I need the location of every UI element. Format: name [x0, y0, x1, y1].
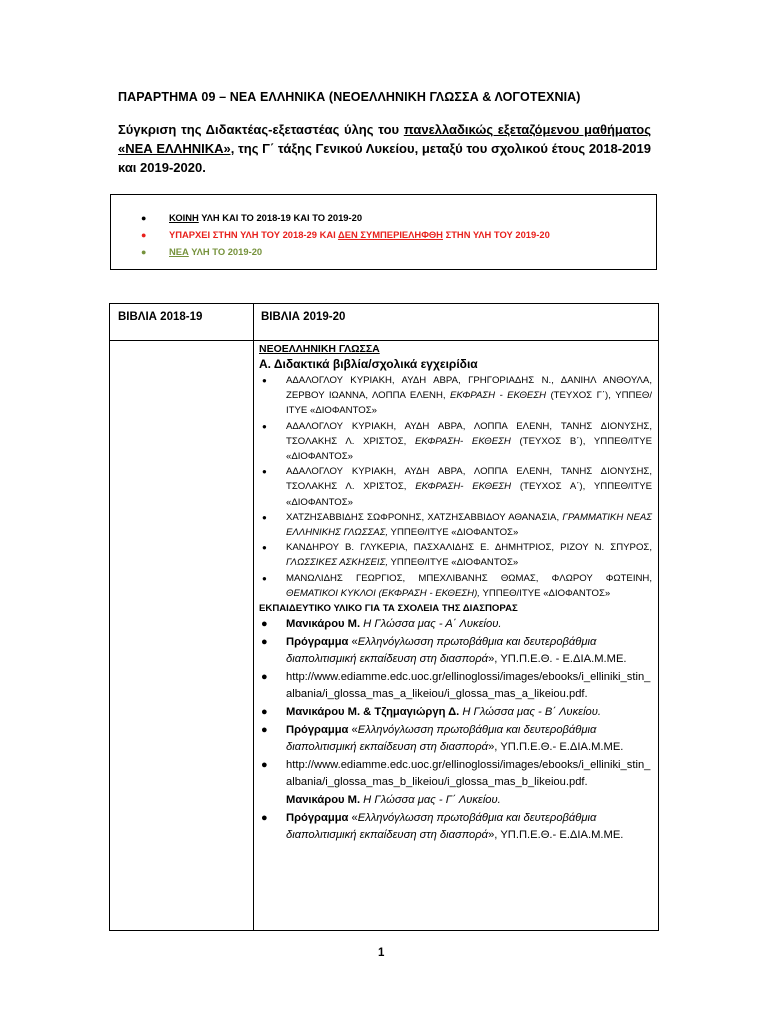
- legend-item-new: [141, 243, 550, 260]
- bullet-icon: ●: [262, 421, 267, 431]
- cell-books-2019-20: [259, 342, 652, 845]
- diaspora-item: ● Μανικάρου Μ. Η Γλώσσα μας - Α΄ Λυκείου.: [259, 616, 652, 634]
- bullet-icon: ●: [262, 376, 267, 385]
- bullet-icon: ●: [261, 670, 268, 683]
- page-heading: ΠΑΡΑΡΤΗΜΑ 09 – ΝΕΑ ΕΛΛΗΝΙΚΑ (ΝΕΟΕΛΛΗΝΙΚΗ ΓΛΩΣΣΑ & ΛΟΓΟΤΕΧΝΙΑ): [118, 90, 581, 104]
- legend-list: [141, 209, 550, 260]
- bullet-icon: ●: [141, 247, 147, 257]
- diaspora-item: ● Μανικάρου Μ. & Τζημαγιώργη Δ. Η Γλώσσα μας - Β΄ Λυκείου.: [259, 704, 652, 722]
- book-item: ● ΑΔΑΛΟΓΛΟΥ ΚΥΡΙΑΚΗ, ΑΥΔΗ ΑΒΡΑ, ΓΡΗΓΟΡΙΑΔΗΣ Ν., ΔΑΝΙΗΛ ΑΝΘΟΥΛΑ, ΖΕΡΒΟΥ ΙΩΑΝΝΑ, ΛΟΠΠΑ ΕΛΕΝΗ, ΕΚΦΡΑΣΗ - ΕΚΘΕΣΗ (ΤΕΥΧΟΣ Γ΄), ΥΠΠΕΘ/ΙΤΥΕ «ΔΙΟΦΑΝΤΟΣ»: [262, 375, 652, 417]
- legend-new-text: ΥΛΗ ΤΟ 2019-20: [188, 246, 263, 257]
- bullet-icon: ●: [261, 723, 268, 736]
- book-item: ● ΑΔΑΛΟΓΛΟΥ ΚΥΡΙΑΚΗ, ΑΥΔΗ ΑΒΡΑ, ΛΟΠΠΑ ΕΛΕΝΗ, ΤΑΝΗΣ ΔΙΟΝΥΣΗΣ, ΤΣΟΛΑΚΗΣ Λ. ΧΡΙΣΤΟΣ, ΕΚΦΡΑΣΗ- ΕΚΘΕΣΗ (ΤΕΥΧΟΣ Β΄), ΥΠΠΕΘ/ΙΤΥΕ «ΔΙΟΦΑΝΤΟΣ»: [262, 420, 653, 463]
- page-number: 1: [378, 947, 385, 959]
- bullet-icon: ●: [262, 543, 267, 553]
- diaspora-item: ● Πρόγραμμα «Ελληνόγλωσση πρωτοβάθμια και δευτεροβάθμια διαπολιτισμική εκπαίδευση στη διασπορά», ΥΠ.Π.Ε.Θ.- Ε.ΔΙΑ.Μ.ΜΕ.: [261, 811, 624, 842]
- diaspora-item: Μανικάρου Μ. Η Γλώσσα μας - Γ΄ Λυκείου.: [286, 793, 501, 806]
- diaspora-link-item[interactable]: [259, 669, 652, 704]
- book-item: ● ΜΑΝΩΛΙΔΗΣ ΓΕΩΡΓΙΟΣ, ΜΠΕΧΛΙΒΑΝΗΣ ΘΩΜΑΣ, ΦΛΩΡΟΥ ΦΩΤΕΙΝΗ, ΘΕΜΑΤΙΚΟΙ ΚΥΚΛΟΙ (ΕΚΦΡΑΣΗ - ΕΚΘΕΣΗ), ΥΠΠΕΘ/ΙΤΥΕ «ΔΙΟΦΑΝΤΟΣ»: [262, 572, 652, 599]
- intro-text: Σύγκριση της Διδακτέας-εξεταστέας ύλης του: [118, 122, 404, 137]
- bullet-icon: ●: [261, 758, 268, 771]
- intro-underlined: πανελλαδικώς εξεταζόμενου μαθήματος «ΝΕΑ ΕΛΛΗΝΙΚΑ»,: [118, 122, 651, 156]
- legend-new-keyword: ΝΕΑ: [169, 246, 189, 257]
- intro-text-end: της Γ΄ τάξης Γενικού Λυκείου, μεταξύ του σχολικού έτους 2018-2019 και 2019-2020.: [118, 141, 651, 175]
- bullet-icon: ●: [141, 230, 147, 240]
- comparison-table: [109, 303, 659, 931]
- legend-box: [110, 194, 657, 270]
- bullet-icon: ●: [261, 811, 268, 824]
- bullet-icon: ●: [261, 706, 268, 719]
- book-item: ● ΧΑΤΖΗΣΑΒΒΙΔΗΣ ΣΩΦΡΟΝΗΣ, ΧΑΤΖΗΣΑΒΒΙΔΟΥ ΑΘΑΝΑΣΙΑ, ΓΡΑΜΜΑΤΙΚΗ ΝΕΑΣ ΕΛΛΗΝΙΚΗΣ ΓΛΩΣΣΑΣ, ΥΠΠΕΘ/ΙΤΥΕ «ΔΙΟΦΑΝΤΟΣ»: [262, 511, 652, 539]
- book-item: ● ΑΔΑΛΟΓΛΟΥ ΚΥΡΙΑΚΗ, ΑΥΔΗ ΑΒΡΑ, ΛΟΠΠΑ ΕΛΕΝΗ, ΤΑΝΗΣ ΔΙΟΝΥΣΗΣ, ΤΣΟΛΑΚΗΣ Λ. ΧΡΙΣΤΟΣ, ΕΚΦΡΑΣΗ- ΕΚΘΕΣΗ (ΤΕΥΧΟΣ Α΄), ΥΠΠΕΘ/ΙΤΥΕ «ΔΙΟΦΑΝΤΟΣ»: [262, 466, 653, 508]
- bullet-icon: ●: [262, 512, 267, 522]
- pdf-link[interactable]: http://www.ediamme.edc.uoc.gr/ellinoglossi/images/ebooks/i_elliniki_stin_albania/i_glossa_mas_a_likeiou/i_glossa_mas_a_likeiou.pdf.: [286, 670, 651, 701]
- legend-item-common: [141, 209, 550, 226]
- diaspora-item: ● Πρόγραμμα «Ελληνόγλωσση πρωτοβάθμια και δευτεροβάθμια διαπολιτισμική εκπαίδευση στη διασπορά», ΥΠ.Π.Ε.Θ.- Ε.ΔΙΑ.Μ.ΜΕ.: [261, 723, 624, 754]
- legend-item-removed: [141, 226, 550, 243]
- diaspora-heading: ΕΚΠΑΙΔΕΥΤΙΚΟ ΥΛΙΚΟ ΓΙΑ ΤΑ ΣΧΟΛΕΙΑ ΤΗΣ ΔΙΑΣΠΟΡΑΣ: [259, 603, 518, 615]
- header-divider: [110, 340, 658, 341]
- bullet-icon: ●: [141, 213, 147, 223]
- intro-paragraph: [118, 120, 651, 177]
- bullet-icon: ●: [262, 467, 267, 477]
- diaspora-link-item[interactable]: [259, 757, 652, 792]
- subject-title: ΝΕΟΕΛΛΗΝΙΚΗ ΓΛΩΣΣΑ: [259, 343, 380, 355]
- pdf-link[interactable]: http://www.ediamme.edc.uoc.gr/ellinoglossi/images/ebooks/i_elliniki_stin_albania/i_glossa_mas_b_likeiou/i_glossa_mas_b_likeiou.pdf.: [286, 758, 651, 789]
- legend-removed-keyword: ΔΕΝ ΣΥΜΠΕΡΙΕΛΗΦΘΗ: [337, 229, 443, 240]
- book-item: ● ΚΑΝΔΗΡΟΥ Β. ΓΛΥΚΕΡΙΑ, ΠΑΣΧΑΛΙΔΗΣ Ε. ΔΗΜΗΤΡΙΟΣ, ΡΙΖΟΥ Ν. ΣΠΥΡΟΣ, ΓΛΩΣΣΙΚΕΣ ΑΣΚΗΣΕΙΣ, ΥΠΠΕΘ/ΙΤΥΕ «ΔΙΟΦΑΝΤΟΣ»: [262, 542, 652, 569]
- bullet-icon: ●: [261, 618, 268, 631]
- legend-common-keyword: ΚΟΙΝΗ: [169, 212, 199, 223]
- column-header-2019-20: ΒΙΒΛΙΑ 2019-20: [261, 311, 346, 323]
- legend-common-text: ΥΛΗ ΚΑΙ ΤΟ 2018-19 ΚΑΙ ΤΟ 2019-20: [198, 212, 363, 223]
- legend-removed-text-end: ΣΤΗΝ ΥΛΗ ΤΟΥ 2019-20: [442, 229, 550, 240]
- section-a-title: Α. Διδακτικά βιβλία/σχολικά εγχειρίδια: [259, 357, 478, 371]
- diaspora-item: ● Πρόγραμμα «Ελληνόγλωσση πρωτοβάθμια και δευτεροβάθμια διαπολιτισμική εκπαίδευση στη διασπορά», ΥΠ.Π.Ε.Θ. - Ε.ΔΙΑ.Μ.ΜΕ.: [261, 635, 627, 666]
- bullet-icon: ●: [262, 573, 267, 583]
- column-divider: [253, 304, 254, 930]
- legend-removed-text: ΥΠΑΡΧΕΙ ΣΤΗΝ ΥΛΗ ΤΟΥ 2018-29 ΚΑΙ: [169, 229, 338, 240]
- column-header-2018-19: ΒΙΒΛΙΑ 2018-19: [118, 311, 203, 323]
- bullet-icon: ●: [261, 635, 268, 648]
